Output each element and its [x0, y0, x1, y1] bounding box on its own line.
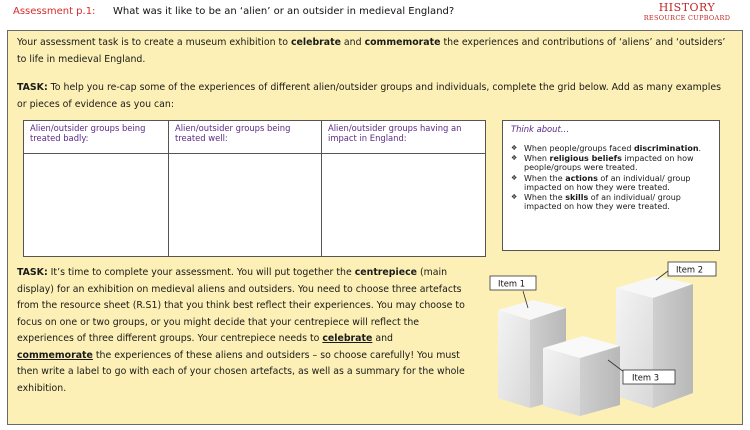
plinth-2 — [616, 276, 693, 408]
commemorate-word: commemorate — [17, 349, 93, 361]
plinth-3 — [543, 336, 620, 416]
bullet-icon: ❖ — [511, 193, 518, 202]
grid-header-treated-well: Alien/outsider groups being treated well: — [169, 121, 322, 154]
grid-cell-treated-well[interactable] — [169, 154, 322, 257]
think-about-box — [502, 120, 720, 251]
task-centrepiece-paragraph: TASK: It’s time to complete your assessment. You will put together the centrepiece (main display) for an exhibition on medieval aliens and outsiders. You need to choose three artefacts from the resource sheet (R.S1) that you think best reflect their experiences. You may choose to focus on one or two groups, or you might decide that your centrepiece will reflect the experiences of three different groups. Your centrepiece needs to celebrate and commemorate the experiences of these aliens and outsiders – so choose carefully! You must then write a label to go with each of your chosen artefacts, as well as a summary for the whole exhibition. — [17, 267, 465, 394]
display-plinths-illustration — [478, 258, 738, 418]
grid-header-treated-badly: Alien/outsider groups being treated badly: — [24, 121, 169, 154]
intro-paragraph: Your assessment task is to create a museum exhibition to celebrate and commemorate the experiences and contributions of ‘aliens’ and ‘outsiders’ to life in medieval England. — [17, 37, 726, 65]
bullet-icon: ❖ — [511, 144, 518, 152]
logo-line1: HISTORY — [658, 1, 716, 14]
intro-commemorate: commemorate — [364, 37, 441, 48]
logo-line2: RESOURCE CUPBOARD — [643, 14, 731, 22]
item-2-label: Item 2 — [676, 264, 704, 275]
grid-header-impact: Alien/outsider groups having an impact in England: — [322, 121, 486, 154]
item-3-label: Item 3 — [632, 372, 660, 383]
bullet-icon: ❖ — [511, 173, 518, 182]
think-item: ❖ When the skills of an individual/ group impacted on how they were treated. — [511, 193, 681, 212]
celebrate-word: celebrate — [322, 333, 373, 344]
centrepiece-word: centrepiece — [354, 267, 417, 278]
think-item: ❖ When people/groups faced discrimination. — [511, 144, 702, 153]
assessment-label: Assessment p.1: — [13, 6, 96, 17]
think-item: ❖ When the actions of an individual/ group impacted on how they were treated. — [511, 173, 691, 192]
history-resource-cupboard-logo — [632, 2, 742, 23]
bullet-icon: ❖ — [511, 154, 518, 163]
task-recap-paragraph: TASK: To help you re-cap some of the experiences of different alien/outsider groups and individuals, complete the grid below. Add as many examples or pieces of evidence as you can: — [17, 82, 722, 110]
grid-cell-treated-badly[interactable] — [24, 154, 169, 257]
think-about-title: Think about… — [511, 124, 570, 134]
intro-celebrate: celebrate — [290, 37, 341, 48]
think-item: ❖ When religious beliefs impacted on how people/groups were treated. — [511, 154, 694, 173]
item-1-label: Item 1 — [498, 278, 526, 289]
grid-cell-impact[interactable] — [322, 154, 486, 257]
task-label: TASK: — [17, 82, 48, 93]
assessment-question: What was it like to be an ‘alien’ or an outsider in medieval England? — [113, 6, 455, 17]
recap-grid — [23, 120, 486, 257]
task-label: TASK: — [17, 267, 48, 278]
